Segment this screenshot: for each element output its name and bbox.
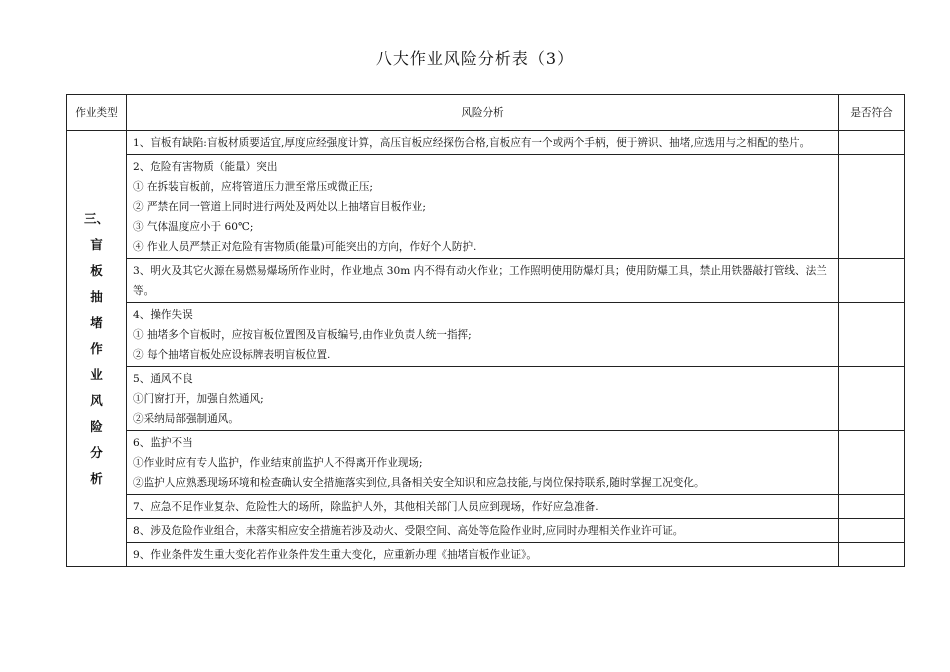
page-title: 八大作业风险分析表（3） — [375, 49, 575, 68]
conform-cell[interactable] — [839, 495, 905, 519]
table-row — [67, 495, 905, 519]
category-char: 风 — [90, 392, 103, 408]
category-char: 作 — [90, 340, 103, 356]
conform-cell[interactable] — [839, 367, 905, 431]
risk-cell-6 — [127, 431, 839, 495]
risk-cell-7 — [127, 495, 839, 519]
risk-line: ②监护人应熟悉现场环境和检查确认安全措施落实到位,具备相关安全知识和应急技能,与岗位保持联系,随时掌握工况变化。 — [133, 477, 705, 489]
risk-line: 6、监护不当 — [133, 437, 193, 449]
risk-line: ② 每个抽堵盲板处应设标牌表明盲板位置. — [133, 349, 331, 361]
table-row — [67, 259, 905, 303]
category-char: 堵 — [90, 314, 103, 330]
risk-line: ① 在拆装盲板前，应将管道压力泄至常压或微正压; — [133, 181, 373, 193]
conform-cell[interactable] — [839, 131, 905, 155]
header-conform: 是否符合 — [839, 95, 905, 131]
risk-line: 3、明火及其它火源在易燃易爆场所作业时，作业地点 30m 内不得有动火作业；工作照明使用防爆灯具；使用防爆工具，禁止用铁器敲打管线、法兰等。 — [133, 265, 827, 297]
risk-line: ②采纳局部强制通风。 — [133, 413, 239, 425]
risk-cell-3 — [127, 259, 839, 303]
header-row — [67, 95, 905, 131]
conform-cell[interactable] — [839, 259, 905, 303]
category-char: 抽 — [90, 288, 103, 304]
risk-line: 5、通风不良 — [133, 373, 193, 385]
risk-line: ④ 作业人员严禁正对危险有害物质(能量)可能突出的方向，作好个人防护. — [133, 241, 477, 253]
risk-line: 7、应急不足作业复杂、危险性大的场所，除监护人外，其他相关部门人员应到现场，作好应急准备. — [133, 501, 599, 513]
category-char: 三、 — [83, 210, 109, 226]
table-row — [67, 155, 905, 259]
table-row — [67, 367, 905, 431]
conform-cell[interactable] — [839, 519, 905, 543]
category-char: 盲 — [90, 236, 103, 252]
table-row — [67, 543, 905, 567]
risk-analysis-table — [66, 94, 905, 567]
category-char: 险 — [90, 418, 103, 434]
risk-cell-5 — [127, 367, 839, 431]
conform-cell[interactable] — [839, 431, 905, 495]
conform-cell[interactable] — [839, 155, 905, 259]
risk-line: 2、危险有害物质（能量）突出 — [133, 161, 278, 173]
risk-cell-4 — [127, 303, 839, 367]
category-char: 业 — [90, 366, 103, 382]
category-char: 分 — [90, 444, 103, 460]
category-cell — [67, 131, 127, 567]
risk-line: ③ 气体温度应小于 60℃; — [133, 221, 254, 233]
table-row — [67, 131, 905, 155]
category-char: 析 — [90, 470, 103, 486]
header-analysis: 风险分析 — [127, 95, 839, 131]
risk-line: 9、作业条件发生重大变化若作业条件发生重大变化，应重新办理《抽堵盲板作业证》。 — [133, 549, 537, 561]
risk-cell-2 — [127, 155, 839, 259]
header-type: 作业类型 — [67, 95, 127, 131]
risk-line: 8、涉及危险作业组合，未落实相应安全措施若涉及动火、受限空间、高处等危险作业时,应同时办理相关作业许可证。 — [133, 525, 684, 537]
table-row — [67, 431, 905, 495]
conform-cell[interactable] — [839, 303, 905, 367]
table-row — [67, 519, 905, 543]
conform-cell[interactable] — [839, 543, 905, 567]
category-char: 板 — [90, 262, 103, 278]
risk-line: 4、操作失误 — [133, 309, 193, 321]
risk-line: ② 严禁在同一管道上同时进行两处及两处以上抽堵盲目板作业; — [133, 201, 426, 213]
risk-line: ①门窗打开，加强自然通风; — [133, 393, 264, 405]
table-row — [67, 303, 905, 367]
risk-line: ①作业时应有专人监护，作业结束前监护人不得离开作业现场; — [133, 457, 423, 469]
risk-line: ① 抽堵多个盲板时，应按盲板位置图及盲板编号,由作业负责人统一指挥; — [133, 329, 472, 341]
risk-line: 1、盲板有缺陷:盲板材质要适宜,厚度应经强度计算，高压盲板应经探伤合格,盲板应有一个或两个手柄，便于辨识、抽堵,应选用与之相配的垫片。 — [133, 137, 811, 149]
risk-cell-8 — [127, 519, 839, 543]
risk-cell-9 — [127, 543, 839, 567]
risk-cell-1 — [127, 131, 839, 155]
